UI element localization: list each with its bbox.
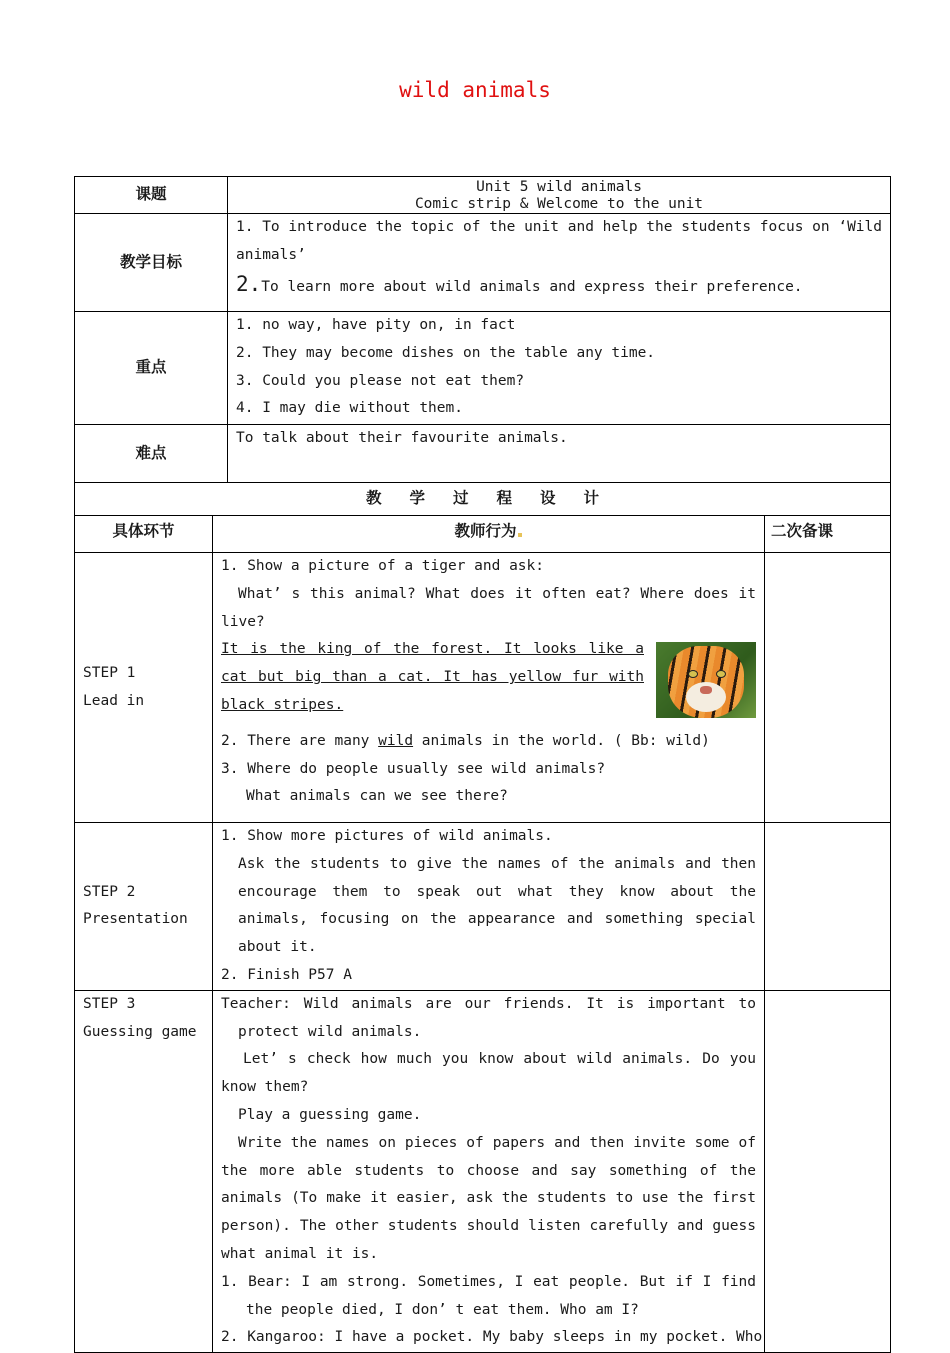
goal-2-number: 2. xyxy=(236,272,262,296)
goal-1: 1. To introduce the topic of the unit and help the students focus on ‘Wild animals’ xyxy=(236,219,883,263)
difficulty-label: 难点 xyxy=(75,425,228,483)
step2-content xyxy=(213,823,765,991)
difficulty-text: To talk about their favourite animals. xyxy=(228,425,891,483)
step3-line4: Write the names on pieces of papers and then invite some of the more able students to choose and say something of the animals (To make it easier, ask the students to use the first person). The other students should listen carefully and guess what animal it is. xyxy=(221,1134,756,1262)
col-header-steps: 具体环节 xyxy=(75,516,213,553)
step1-line4-a: 2. There are many xyxy=(221,732,379,749)
goals-cell xyxy=(228,214,891,312)
tiger-photo xyxy=(656,642,756,718)
step2-revision xyxy=(765,823,891,991)
step3-line1: Teacher: Wild animals are our friends. It is important to protect wild animals. xyxy=(221,995,756,1040)
col-header-teacher xyxy=(213,516,765,553)
difficulty-row xyxy=(75,425,891,483)
goals-label: 教学目标 xyxy=(75,214,228,312)
step1-line4 xyxy=(221,728,756,756)
key-point: 1. no way, have pity on, in fact xyxy=(236,317,516,333)
step1-row xyxy=(75,553,891,823)
step1-line4-c: animals in the world. ( Bb: wild) xyxy=(413,732,710,749)
step1-revision xyxy=(765,553,891,823)
process-table xyxy=(74,482,891,1353)
step1-name: STEP 1 xyxy=(83,664,136,681)
key-points-cell xyxy=(228,312,891,425)
step3-revision xyxy=(765,990,891,1352)
lesson-info-table xyxy=(74,176,891,483)
step1-line3: It is the king of the forest. It looks like a cat but big than a cat. It has yellow fur with black stripes. xyxy=(221,641,644,713)
key-points-label: 重点 xyxy=(75,312,228,425)
step1-line2: What’ s this animal? What does it often eat? Where does it live? xyxy=(221,585,756,630)
step1-line3-wrap xyxy=(221,636,756,719)
step3-line5: 1. Bear: I am strong. Sometimes, I eat people. But if I find the people died, I don’ t eat them. Who am I? xyxy=(221,1273,756,1318)
topic-line2: Comic strip & Welcome to the unit xyxy=(414,196,704,212)
step2-row xyxy=(75,823,891,991)
topic-label: 课题 xyxy=(75,177,228,214)
step3-line6: 2. Kangaroo: I have a pocket. My baby sleeps in my pocket. Who xyxy=(221,1329,763,1346)
step2-sub: Presentation xyxy=(83,911,188,928)
step1-label xyxy=(75,553,213,823)
step2-name: STEP 2 xyxy=(83,883,136,900)
key-point: 2. They may become dishes on the table any time. xyxy=(236,344,656,361)
section-title: 教学过程设计 xyxy=(75,483,891,516)
step2-line2: Ask the students to give the names of the animals and then encourage them to speak out what they know about the animals, focusing on the appearance and something special about it. xyxy=(238,855,756,956)
goal-2-text: To learn more about wild animals and express their preference. xyxy=(261,279,803,295)
goals-row xyxy=(75,214,891,312)
step3-name: STEP 3 xyxy=(83,995,136,1012)
step3-content xyxy=(213,990,765,1352)
step3-label xyxy=(75,990,213,1352)
key-point: 3. Could you please not eat them? xyxy=(236,372,525,389)
step1-sub: Lead in xyxy=(83,692,145,709)
col-header-revision: 二次备课 xyxy=(765,516,891,553)
page-title: wild animals xyxy=(399,78,551,102)
step2-line1: 1. Show more pictures of wild animals. xyxy=(221,828,553,844)
step1-content xyxy=(213,553,765,823)
step2-line3: 2. Finish P57 A xyxy=(221,966,352,983)
step3-line3: Play a guessing game. xyxy=(238,1106,422,1123)
step3-sub: Guessing game xyxy=(83,1023,197,1040)
step1-line6: What animals can we see there? xyxy=(246,788,508,805)
step1-line5: 3. Where do people usually see wild animals? xyxy=(221,760,606,777)
goal-2 xyxy=(236,271,882,302)
step3-line2: Let’ s check how much you know about wild animals. Do you know them? xyxy=(221,1051,756,1096)
column-header-row xyxy=(75,516,891,553)
step2-label xyxy=(75,823,213,991)
step3-row xyxy=(75,990,891,1352)
topic-row xyxy=(75,177,891,214)
section-title-row xyxy=(75,483,891,516)
mark-dot xyxy=(518,533,522,537)
key-point: 4. I may die without them. xyxy=(236,400,463,417)
step1-line4-wild: wild xyxy=(378,732,414,749)
step1-line1: 1. Show a picture of a tiger and ask: xyxy=(221,558,545,574)
topic-cell xyxy=(228,177,891,214)
tiger-nose xyxy=(700,686,712,694)
key-points-row xyxy=(75,312,891,425)
col-header-teacher-text: 教师行为 xyxy=(454,522,517,540)
topic-line1: Unit 5 wild animals xyxy=(476,179,642,195)
